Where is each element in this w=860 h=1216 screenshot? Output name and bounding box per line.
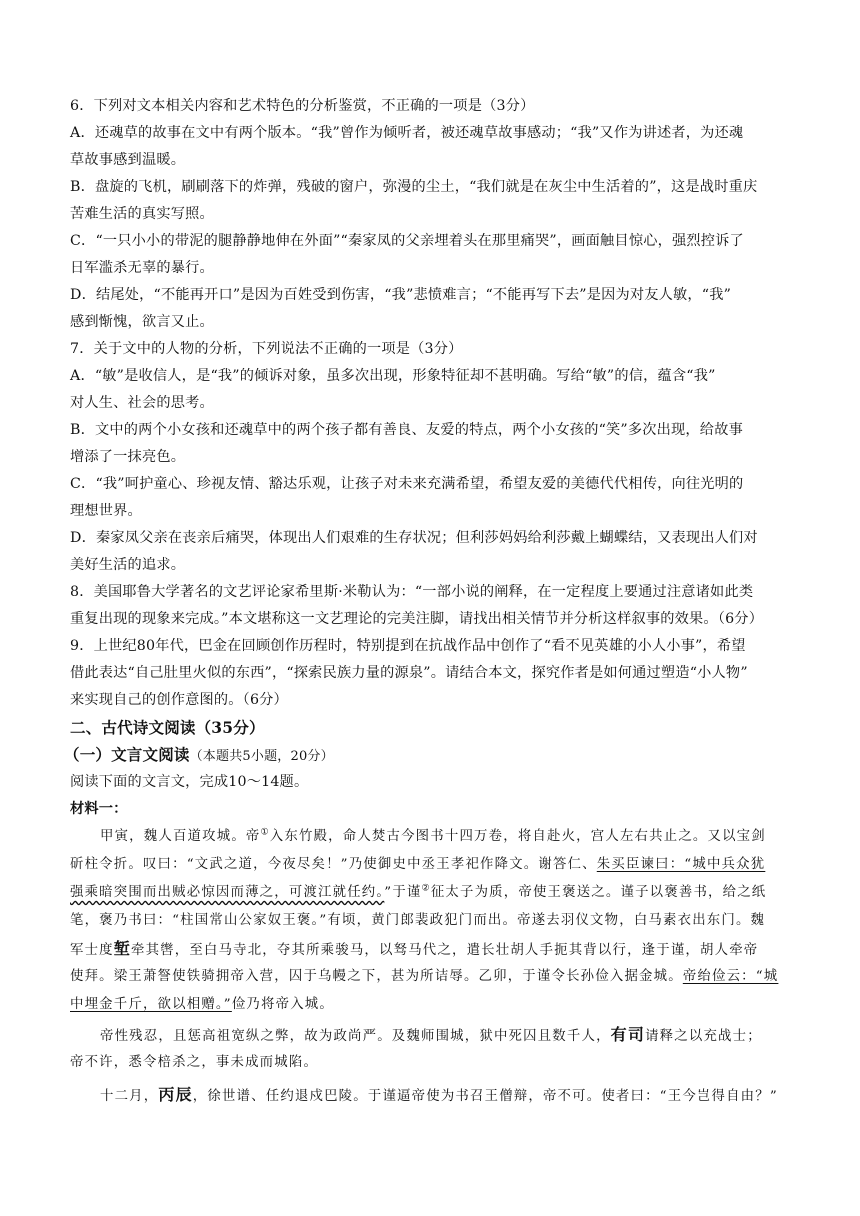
wavy-underlined-sentence: 强乘暗突围而出贼必惊因而薄之，可渡江就任约。: [70, 885, 385, 900]
subsection-heading: [64, 745, 334, 767]
footnote-marker: ②: [421, 883, 431, 894]
passage-text: ”于谨: [384, 885, 422, 900]
q6-option-d-line2: 感到惭愧，欲言又止。: [70, 314, 214, 330]
q7-option-c-line1: C．“我”呵护童心、珍视友情、豁达乐观，让孩子对未来充满希望，希望友爱的美德代代相传，向往光明的: [70, 476, 744, 492]
q6-option-b-line1: B．盘旋的飞机，刷刷落下的炸弹，残破的窗户，弥漫的尘土，“我们就是在灰尘中生活着的”，这是战时重庆: [70, 179, 758, 195]
passage-text: 请释之以充战士；: [645, 1029, 762, 1044]
passage-p1-line6: [70, 967, 778, 987]
footnote-marker: ①: [260, 827, 270, 838]
underlined-sentence: 帝绐俭云：“城: [682, 969, 779, 984]
passage-p1-line4: 笔，褒乃书曰：“柱国常山公家奴王褒。”有顷，黄门郎裴政犯门而出。帝遂去羽仪文物，白马素衣出东门。魏: [70, 913, 766, 928]
passage-text: 甲寅，魏人百道攻城。帝: [100, 829, 261, 844]
passage-p1-line3: [70, 883, 766, 903]
q6-option-a-line1: A．还魂草的故事在文中有两个版本。“我”曾作为倾听者，被还魂草故事感动；“我”又作为讲述者，为还魂: [70, 125, 744, 141]
q8-line2: 重复出现的现象来完成。”本文堪称这一文艺理论的完美注脚，请找出相关情节并分析这样叙事的效果。（6分）: [70, 611, 764, 627]
section-heading: 二、古代诗文阅读（35分）: [70, 718, 265, 737]
underlined-sentence: 朱买臣谏曰：“城中兵众犹: [596, 857, 766, 872]
emphasized-word: 堑: [113, 939, 131, 958]
q7-option-b-line1: B．文中的两个小女孩和还魂草中的两个孩子都有善良、友爱的特点，两个小女孩的“笑”多次出现，给故事: [70, 422, 743, 438]
q6-option-c-line2: 日军滥杀无辜的暴行。: [70, 260, 214, 276]
passage-text: 入东竹殿，命人焚古今图书十四万卷，将自赴火，宫人左右共止之。又以宝剑: [269, 829, 766, 844]
reading-instruction: 阅读下面的文言文，完成10～14题。: [70, 774, 309, 790]
q6-stem: 6．下列对文本相关内容和艺术特色的分析鉴赏，不正确的一项是（3分）: [70, 98, 535, 114]
subsection-note: （本题共5小题，20分）: [189, 749, 334, 764]
q6-option-d-line1: D．结尾处，“不能再开口”是因为百姓受到伤害，“我”悲愤难言；“不能再写下去”是因为对友人敏，“我”: [70, 287, 732, 303]
q9-line3: 来实现自己的创作意图的。（6分）: [70, 692, 288, 708]
passage-text: 帝性残忍，且惩高祖宽纵之弊，故为政尚严。及魏师围城，狱中死囚且数千人，: [100, 1029, 611, 1044]
passage-text: 俭乃将帝入城。: [231, 997, 334, 1012]
passage-p2-line1: [100, 1025, 762, 1047]
passage-text: 征太子为质，帝使王褒送之。谨子以褒善书，给之纸: [430, 885, 767, 900]
q6-option-a-line2: 草故事感到温暖。: [70, 152, 186, 168]
passage-text: 军士度: [70, 943, 114, 958]
emphasized-word: 丙辰: [158, 1085, 193, 1104]
q6-option-c-line1: C．“一只小小的带泥的腿静静地伸在外面”“秦家凤的父亲埋着头在那里痛哭”，画面触目惊心，强烈控诉了: [70, 233, 744, 249]
passage-p3-line1: [100, 1085, 778, 1107]
q7-option-a-line1: A．“敏”是收信人，是“我”的倾诉对象，虽多次出现，形象特征却不甚明确。写给“敏”的信，蕴含“我”: [70, 368, 716, 384]
material-label: 材料一：: [70, 801, 128, 817]
subsection-title: （一）文言文阅读: [64, 745, 190, 764]
passage-p1-line5: [70, 939, 758, 961]
passage-text: ，徐世谱、任约退戍巴陵。于谨逼帝使为书召王僧辩，帝不可。使者曰：“王今岂得自由？”: [192, 1089, 778, 1104]
q8-line1: 8．美国耶鲁大学著名的文艺评论家希里斯·米勒认为：“一部小说的阐释，在一定程度上要通过注意诸如此类: [70, 584, 754, 600]
passage-p1-line2: [70, 855, 765, 875]
emphasized-word: 有司: [610, 1025, 646, 1044]
passage-p1-line1: [100, 827, 766, 847]
passage-p2-line2: 帝不许，悉令棓杀之，事未成而城陷。: [70, 1055, 319, 1070]
passage-text: 牵其辔，至白马寺北，夺其所乘骏马，以驽马代之，遣长壮胡人手扼其背以行，逢于谨，胡人牵帝: [130, 943, 759, 958]
passage-p1-line7: [70, 995, 334, 1015]
q7-option-a-line2: 对人生、社会的思考。: [70, 395, 214, 411]
q7-option-c-line2: 理想世界。: [70, 503, 142, 519]
q7-option-d-line1: D．秦家凤父亲在丧亲后痛哭，体现出人们艰难的生存状况；但利莎妈妈给利莎戴上蝴蝶结，又表现出人们对: [70, 530, 758, 546]
q9-line2: 借此表达“自己肚里火似的东西”，“探索民族力量的源泉”。请结合本文，探究作者是如何通过塑造“小人物”: [70, 665, 748, 681]
passage-text: 斫柱令折。叹曰：“文武之道，今夜尽矣！”乃使御史中丞王孝祀作降文。谢答仁、: [70, 857, 597, 872]
q6-option-b-line2: 苦难生活的真实写照。: [70, 206, 214, 222]
q7-option-d-line2: 美好生活的追求。: [70, 557, 186, 573]
passage-text: 十二月，: [100, 1089, 159, 1104]
underlined-sentence: 中埋金千斤，欲以相赠。”: [70, 997, 232, 1012]
q7-stem: 7．关于文中的人物的分析，下列说法不正确的一项是（3分）: [70, 341, 463, 357]
passage-text: 使拜。梁王萧詧使铁骑拥帝入营，囚于乌幔之下，甚为所诘辱。乙卯，于谨令长孙俭入据金城。: [70, 969, 683, 984]
q9-line1: 9．上世纪80年代，巴金在回顾创作历程时，特别提到在抗战作品中创作了“看不见英雄的小人小事”，希望: [70, 638, 746, 654]
q7-option-b-line2: 增添了一抹亮色。: [70, 449, 186, 465]
